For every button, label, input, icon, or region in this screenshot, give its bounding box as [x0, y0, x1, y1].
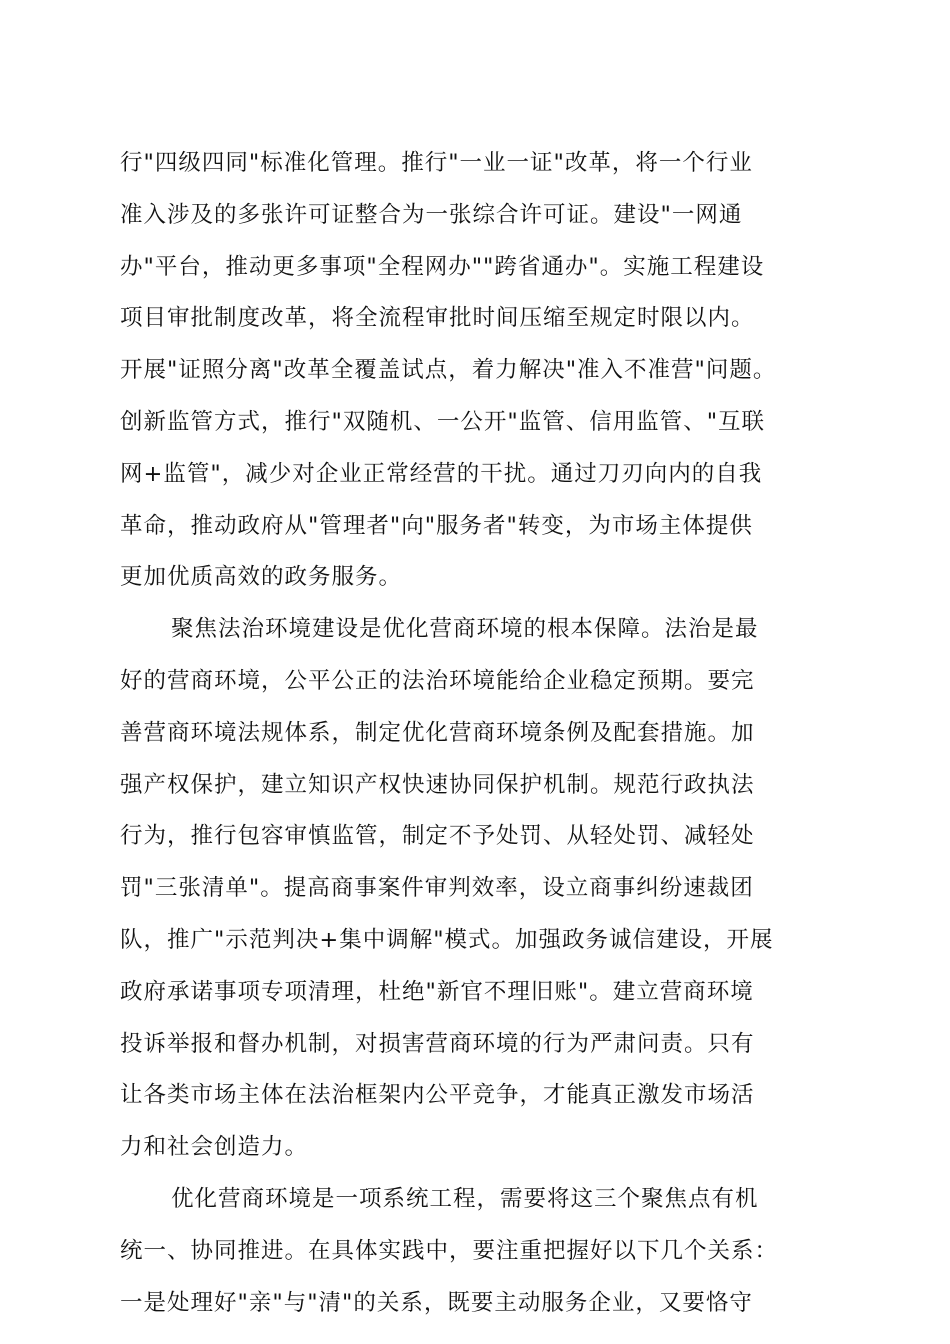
text-line: 办"平台，推动更多事项"全程网办""跨省通办"。实施工程建设 [120, 253, 765, 280]
text-line: 创新监管方式，推行"双随机、一公开"监管、信用监管、"互联 [120, 408, 766, 435]
text-line: 项目审批制度改革，将全流程审批时间压缩至规定时限以内。 [120, 305, 755, 332]
text-line: 统一、协同推进。在具体实践中，要注重把握好以下几个关系： [120, 1237, 779, 1264]
body-text [120, 138, 835, 1329]
text-line: 让各类市场主体在法治框架内公平竞争，才能真正激发市场活 [120, 1082, 755, 1109]
paragraph-start-line: 优化营商环境是一项系统工程，需要将这三个聚焦点有机 [171, 1185, 759, 1212]
text-line: 更加优质高效的政务服务。 [120, 564, 403, 591]
text-line: 开展"证照分离"改革全覆盖试点，着力解决"准入不准营"问题。 [120, 357, 777, 384]
text-line: 好的营商环境，公平公正的法治环境能给企业稳定预期。要完 [120, 667, 755, 694]
text-line: 强产权保护，建立知识产权快速协同保护机制。规范行政执法 [120, 771, 755, 798]
text-line: 网+监管"，减少对企业正常经营的干扰。通过刀刃向内的自我 [120, 460, 763, 487]
text-line: 政府承诺事项专项清理，杜绝"新官不理旧账"。建立营商环境 [120, 978, 754, 1005]
text-line: 一是处理好"亲"与"清"的关系，既要主动服务企业，又要恪守 [120, 1289, 753, 1316]
text-line: 行为，推行包容审慎监管，制定不予处罚、从轻处罚、减轻处 [120, 823, 755, 850]
paragraph-start-line: 聚焦法治环境建设是优化营商环境的根本保障。法治是最 [171, 616, 759, 643]
text-line: 革命，推动政府从"管理者"向"服务者"转变，为市场主体提供 [120, 512, 753, 539]
text-line: 行"四级四同"标准化管理。推行"一业一证"改革，将一个行业 [120, 150, 753, 176]
text-line: 罚"三张清单"。提高商事案件审判效率，设立商事纠纷速裁团 [120, 875, 754, 902]
text-line: 准入涉及的多张许可证整合为一张综合许可证。建设"一网通 [120, 201, 743, 228]
text-line: 投诉举报和督办机制，对损害营商环境的行为严肃问责。只有 [120, 1030, 755, 1057]
text-line: 善营商环境法规体系，制定优化营商环境条例及配套措施。加 [120, 719, 755, 746]
text-line: 队，推广"示范判决+集中调解"模式。加强政务诚信建设，开展 [120, 926, 774, 953]
text-line: 力和社会创造力。 [120, 1134, 309, 1161]
